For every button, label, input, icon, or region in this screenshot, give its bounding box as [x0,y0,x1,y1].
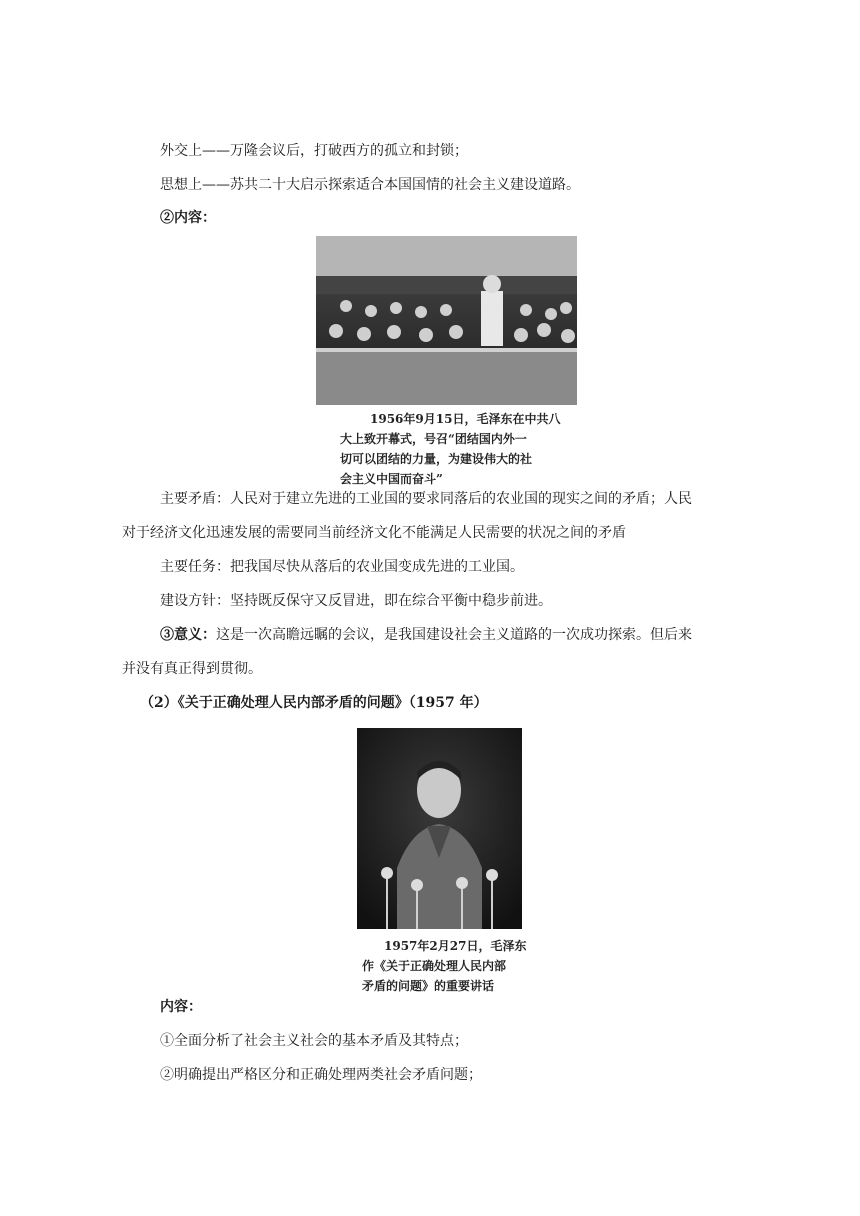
congress-photo [316,236,577,405]
caption-line: 会主义中国而奋斗” [340,472,443,486]
caption-line: 1956年9月15日，毛泽东在中共八 [370,412,561,426]
content2-heading: 内容： [160,999,202,1015]
main-task-line: 主要任务：把我国尽快从落后的农业国变成先进的工业国。 [160,559,524,575]
thought-line: 思想上——苏共二十大启示探索适合本国国情的社会主义建设道路。 [160,177,580,193]
caption-line: 1957年2月27日，毛泽东 [384,939,527,953]
caption-line: 矛盾的问题》的重要讲话 [362,979,495,993]
section2-title: （2）《关于正确处理人民内部矛盾的问题》（1957 年） [140,695,488,711]
speech-photo-image [357,728,522,929]
speech-photo [357,728,522,929]
congress-photo-image [316,236,577,405]
significance-label: ③意义： [160,627,216,643]
diplomacy-line: 外交上——万隆会议后，打破西方的孤立和封锁； [160,143,468,159]
caption-line: 作《关于正确处理人民内部 [362,959,507,973]
significance-line1 [160,625,692,645]
significance-line2: 并没有真正得到贯彻。 [122,661,262,677]
congress-photo-caption [340,409,560,489]
content2-item2: ②明确提出严格区分和正确处理两类社会矛盾问题； [160,1067,482,1083]
speech-photo-caption [362,936,526,996]
caption-line: 切可以团结的力量，为建设伟大的社 [340,452,533,466]
policy-line: 建设方针：坚持既反保守又反冒进，即在综合平衡中稳步前进。 [160,593,552,609]
caption-line: 大上致开幕式，号召“团结国内外一 [340,432,527,446]
content-heading: ②内容： [160,210,216,226]
content2-item1: ①全面分析了社会主义社会的基本矛盾及其特点； [160,1033,468,1049]
main-contradiction-line1: 主要矛盾：人民对于建立先进的工业国的要求同落后的农业国的现实之间的矛盾；人民 [160,491,692,507]
main-contradiction-line2: 对于经济文化迅速发展的需要同当前经济文化不能满足人民需要的状况之间的矛盾 [122,525,626,541]
significance-text: 这是一次高瞻远瞩的会议，是我国建设社会主义道路的一次成功探索。但后来 [216,627,692,643]
